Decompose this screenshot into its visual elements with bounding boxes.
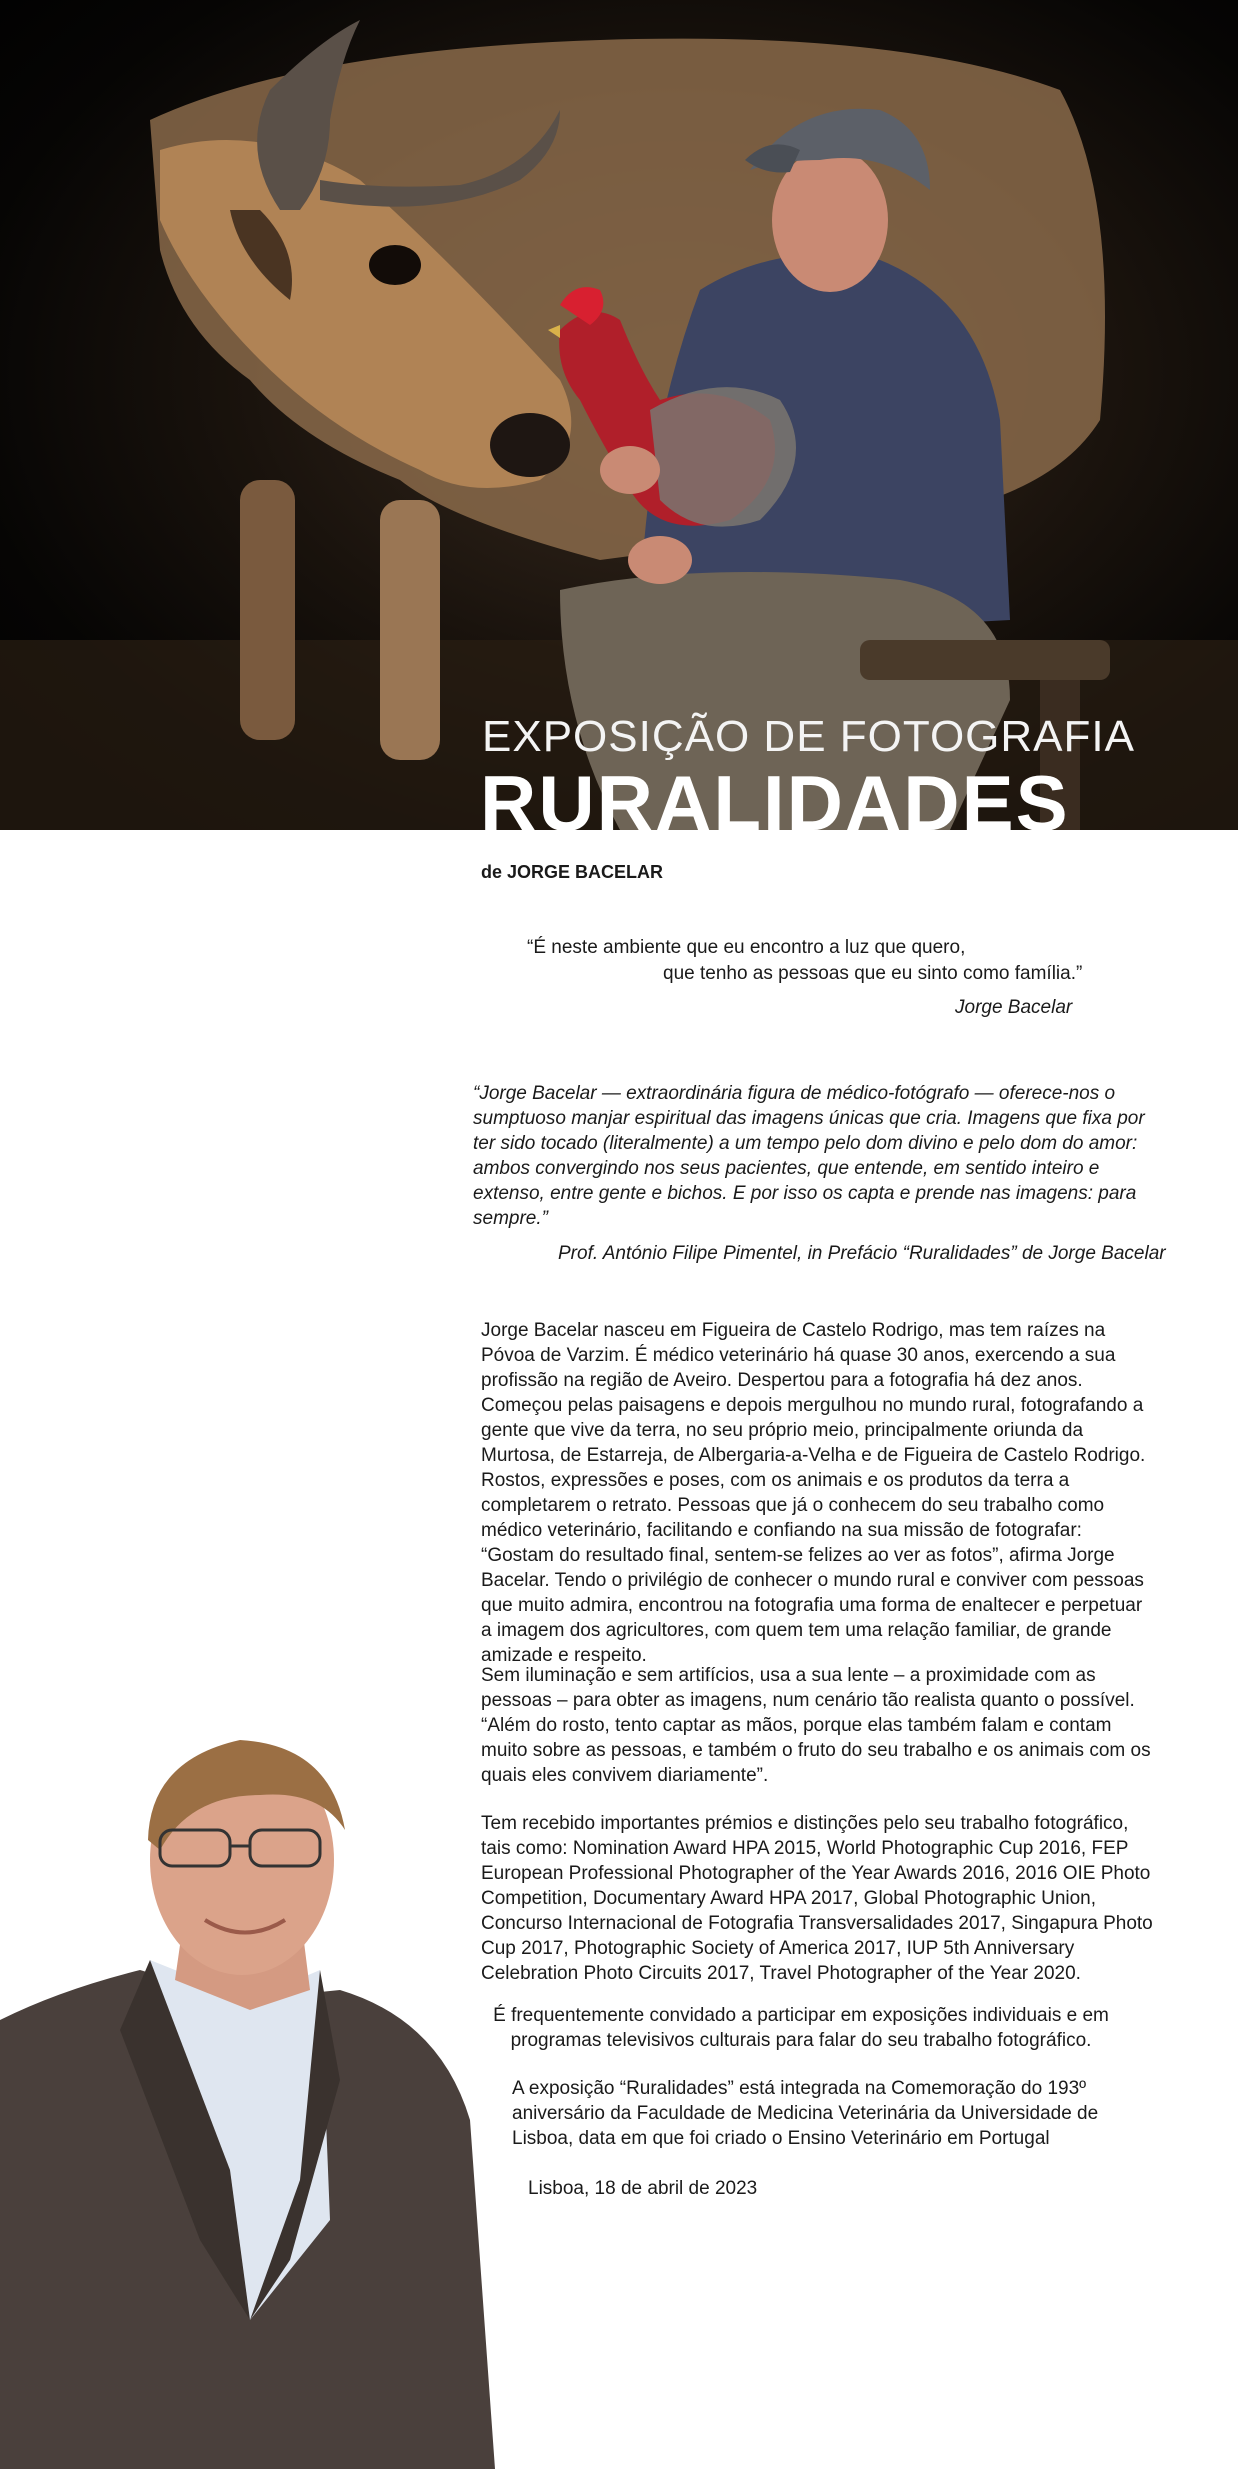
author-line: de JORGE BACELAR [481, 862, 664, 882]
quote2-credit: Prof. António Filipe Pimentel, in Prefácio “Ruralidades” de Jorge Bacelar [558, 1243, 1166, 1264]
quote1-line2: que tenho as pessoas que eu sinto como família.” [663, 963, 1083, 984]
bio-paragraph-3: Tem recebido importantes prémios e distinções pelo seu trabalho fotográfico, tais como: Nomination Award HPA 2015, World Photographic Cup 2016, FEP European Professional Photographer of the Year Awards 2016, 2016 OIE Photo Competition, Documentary Award HPA 2017, Global Photographic Union, Concurso Internacional de Fotografia Transversalidades 2017, Singapura Photo Cup 2017, Photographic Society of America 2017, IUP 5th Anniversary Celebration Photo Circuits 2017, Travel Photographer of the Year 2020. [481, 1813, 1153, 1984]
bio-paragraph-2: Sem iluminação e sem artifícios, usa a sua lente – a proximidade com as pessoas – para obter as imagens, num cenário tão realista quanto o possível. “Além do rosto, tento captar as mãos, porque elas também falam e contam muito sobre as pessoas, e também o fruto do seu trabalho e os animais com os quais eles convivem diariamente”. [481, 1665, 1151, 1786]
bio-paragraph-1: Jorge Bacelar nasceu em Figueira de Castelo Rodrigo, mas tem raízes na Póvoa de Varzim. É médico veterinário há quase 30 anos, exercendo a sua profissão na região de Aveiro. Despertou para a fotografia há dez anos. Começou pelas paisagens e depois mergulhou no mundo rural, fotografando a gente que vive da terra, no seu próprio meio, principalmente oriunda da Murtosa, de Estarreja, de Albergaria-a-Velha e de Figueira de Castelo Rodrigo. Rostos, expressões e poses, com os animais e os produtos da terra a completarem o retrato. Pessoas que já o conhecem do seu trabalho como médico veterinário, facilitando e confiando na sua missão de fotografar: “Gostam do resultado final, sentem-se felizes ao ver as fotos”, afirma Jorge Bacelar. Tendo o privilégio de conhecer o mundo rural e conviver com pessoas que muito admira, encontrou na fotografia uma forma de enaltecer e perpetuar a imagem dos agricultores, com quem tem uma relação familiar, de grande amizade e respeito. [481, 1320, 1146, 1666]
quote1-credit: Jorge Bacelar [955, 997, 1073, 1018]
quote2-text: “Jorge Bacelar — extraordinária figura de médico-fotógrafo — oferece-nos o sumptuoso manjar espiritual das imagens únicas que cria. Imagens que fixa por ter sido tocado (literalmente) a um tempo pelo dom divino e pelo dom do amor: ambos convergindo nos seus pacientes, que entende, em sentido inteiro e extenso, entre gente e bichos. E por isso os capta e prende nas imagens: para sempre.” [473, 1083, 1145, 1229]
author-portrait-photo [0, 1700, 500, 2469]
place-date: Lisboa, 18 de abril de 2023 [528, 2178, 758, 2199]
exhibition-subtitle: EXPOSIÇÃO DE FOTOGRAFIA [482, 712, 1135, 761]
exhibition-title: RURALIDADES [480, 764, 1070, 830]
invited-paragraph: É frequentemente convidado a participar em exposições individuais e em programas televisivos culturais para falar do seu trabalho fotográfico. [493, 2005, 1109, 2051]
farmer-with-cow-and-rooster-photo [0, 0, 1238, 830]
integrated-paragraph: A exposição “Ruralidades” está integrada na Comemoração do 193º aniversário da Faculdade de Medicina Veterinária da Universidade de Lisboa, data em que foi criado o Ensino Veterinário em Portugal [512, 2078, 1099, 2149]
hero-photo [0, 0, 1238, 830]
quote1-line1: “É neste ambiente que eu encontro a luz que quero, [527, 937, 966, 958]
